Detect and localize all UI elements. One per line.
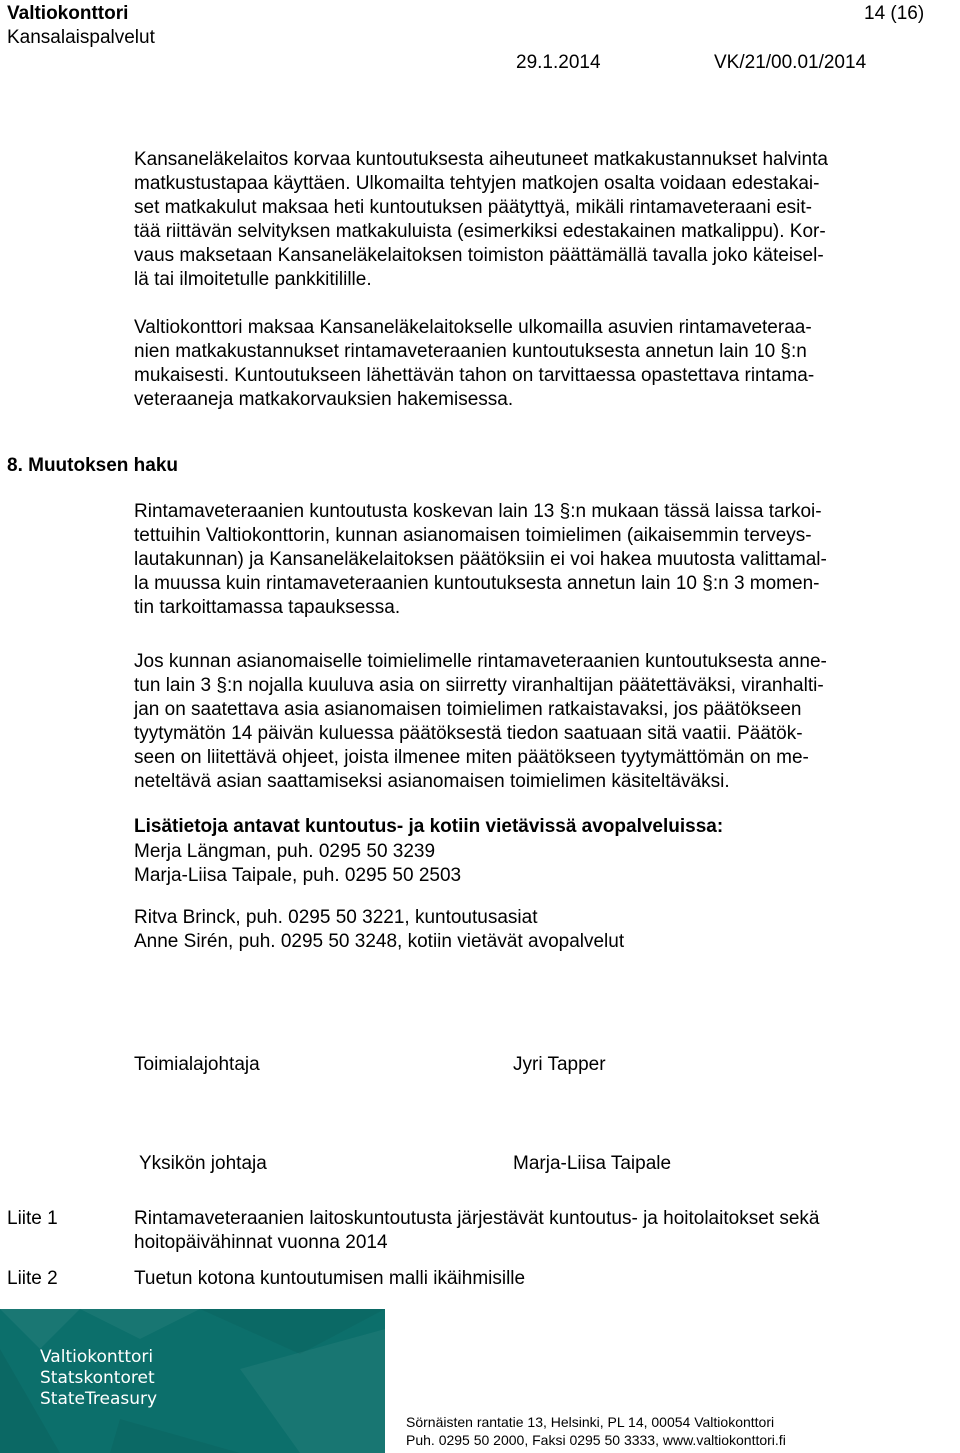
paragraph-travel-costs [134,148,920,292]
paragraph-line: Jos kunnan asianomaiselle toimielimelle rintamaveteraanien kuntoutuksesta anne- [134,651,827,672]
header-date: 29.1.2014 [516,52,601,73]
paragraph-line: lä tai ilmoitetulle pankkitilille. [134,269,372,290]
paragraph-line: tin tarkoittamassa tapauksessa. [134,597,401,618]
paragraph-line: lautakunnan) ja Kansaneläkelaitoksen päätöksiin ei voi hakea muutosta valittamal- [134,549,827,570]
paragraph-line: set matkakulut maksaa heti kuntoutuksen päätyttyä, mikäli rintamaveteraani esit- [134,197,812,218]
signature-title: Yksikön johtaja [139,1153,267,1174]
signature-name: Marja-Liisa Taipale [513,1153,672,1174]
paragraph-line: seen on liitettävä ohjeet, joista ilmenee miten päätökseen tyytymättömän on me- [134,747,809,768]
signature-name: Jyri Tapper [513,1054,606,1075]
paragraph-line: la muussa kuin rintamaveteraanien kuntoutuksesta annetun lain 10 §:n 3 momen- [134,573,820,594]
footer-logo [0,1309,385,1453]
paragraph-line: Kansaneläkelaitos korvaa kuntoutuksesta aiheutuneet matkakustannukset halvinta [134,149,828,170]
header-org: Valtiokonttori [7,3,129,24]
contact-line: Anne Sirén, puh. 0295 50 3248, kotiin vietävät avopalvelut [134,931,625,952]
logo-text-line: StateTreasury [40,1389,158,1409]
contact-line: Merja Längman, puh. 0295 50 3239 [134,841,436,862]
attachment-label: Liite 1 [7,1208,58,1229]
logo-text-line: Valtiokonttori [40,1347,154,1367]
paragraph-appeal-law [134,500,920,620]
contact-line: Marja-Liisa Taipale, puh. 0295 50 2503 [134,865,462,886]
paragraph-line: matkustustapaa käyttäen. Ulkomailta tehtyjen matkojen osalta voidaan edestakai- [134,173,820,194]
attachment-title-line: Rintamaveteraanien laitoskuntoutusta järjestävät kuntoutus- ja hoitolaitokset sekä [134,1208,820,1229]
paragraph-line: neteltävä asian saattamiseksi asianomaisen toimielimen käsiteltäväksi. [134,771,730,792]
paragraph-line: vaus maksetaan Kansaneläkelaitoksen toimiston päättämällä tavalla joko käteisel- [134,245,824,266]
contact-line: Ritva Brinck, puh. 0295 50 3221, kuntoutusasiat [134,907,538,928]
header-unit: Kansalaispalvelut [7,27,155,48]
paragraph-line: tun lain 3 §:n nojalla kuuluva asia on siirretty viranhaltijan päätettäväksi, viranhalti- [134,675,824,696]
section-heading-appeal: 8. Muutoksen haku [7,455,179,476]
header-page-number: 14 (16) [864,3,925,24]
paragraph-appeal-procedure [134,650,920,794]
header-reference: VK/21/00.01/2014 [714,52,867,73]
signature-title: Toimialajohtaja [134,1054,260,1075]
paragraph-abroad-costs [134,316,920,412]
paragraph-line: jan on saatettava asia asianomaisen toimielimen ratkaistavaksi, jos päätökseen [134,699,802,720]
paragraph-line: tää riittävän selvityksen matkakuluista (esimerkiksi edestakainen matkalippu). Kor- [134,221,826,242]
paragraph-line: Rintamaveteraanien kuntoutusta koskevan lain 13 §:n mukaan tässä laissa tarkoi- [134,501,822,522]
paragraph-line: mukaisesti. Kuntoutukseen lähettävän tahon on tarvittaessa opastettava rintama- [134,365,815,386]
paragraph-line: Valtiokonttori maksaa Kansaneläkelaitokselle ulkomailla asuvien rintamaveteraa- [134,317,812,338]
contacts-heading: Lisätietoja antavat kuntoutus- ja kotiin vietävissä avopalveluissa: [134,816,724,837]
paragraph-line: tyytymätön 14 päivän kuluessa päätöksestä tiedon saatuaan sitä vaatii. Päätök- [134,723,803,744]
paragraph-line: tettuihin Valtiokonttorin, kunnan asianomaisen toimielimen (aikaisemmin terveys- [134,525,812,546]
attachment-title-line: hoitopäivähinnat vuonna 2014 [134,1232,388,1253]
attachment-title-line: Tuetun kotona kuntoutumisen malli ikäihmisille [134,1268,526,1289]
footer-contact: Puh. 0295 50 2000, Faksi 0295 50 3333, www.valtiokonttori.fi [406,1432,786,1448]
attachment-label: Liite 2 [7,1268,58,1289]
footer-address: Sörnäisten rantatie 13, Helsinki, PL 14, 00054 Valtiokonttori [406,1414,775,1430]
logo-text-line: Statskontoret [40,1368,155,1388]
paragraph-line: nien matkakustannukset rintamaveteraanien kuntoutuksesta annetun lain 10 §:n [134,341,807,362]
paragraph-line: veteraaneja matkakorvauksien hakemisessa. [134,389,514,410]
